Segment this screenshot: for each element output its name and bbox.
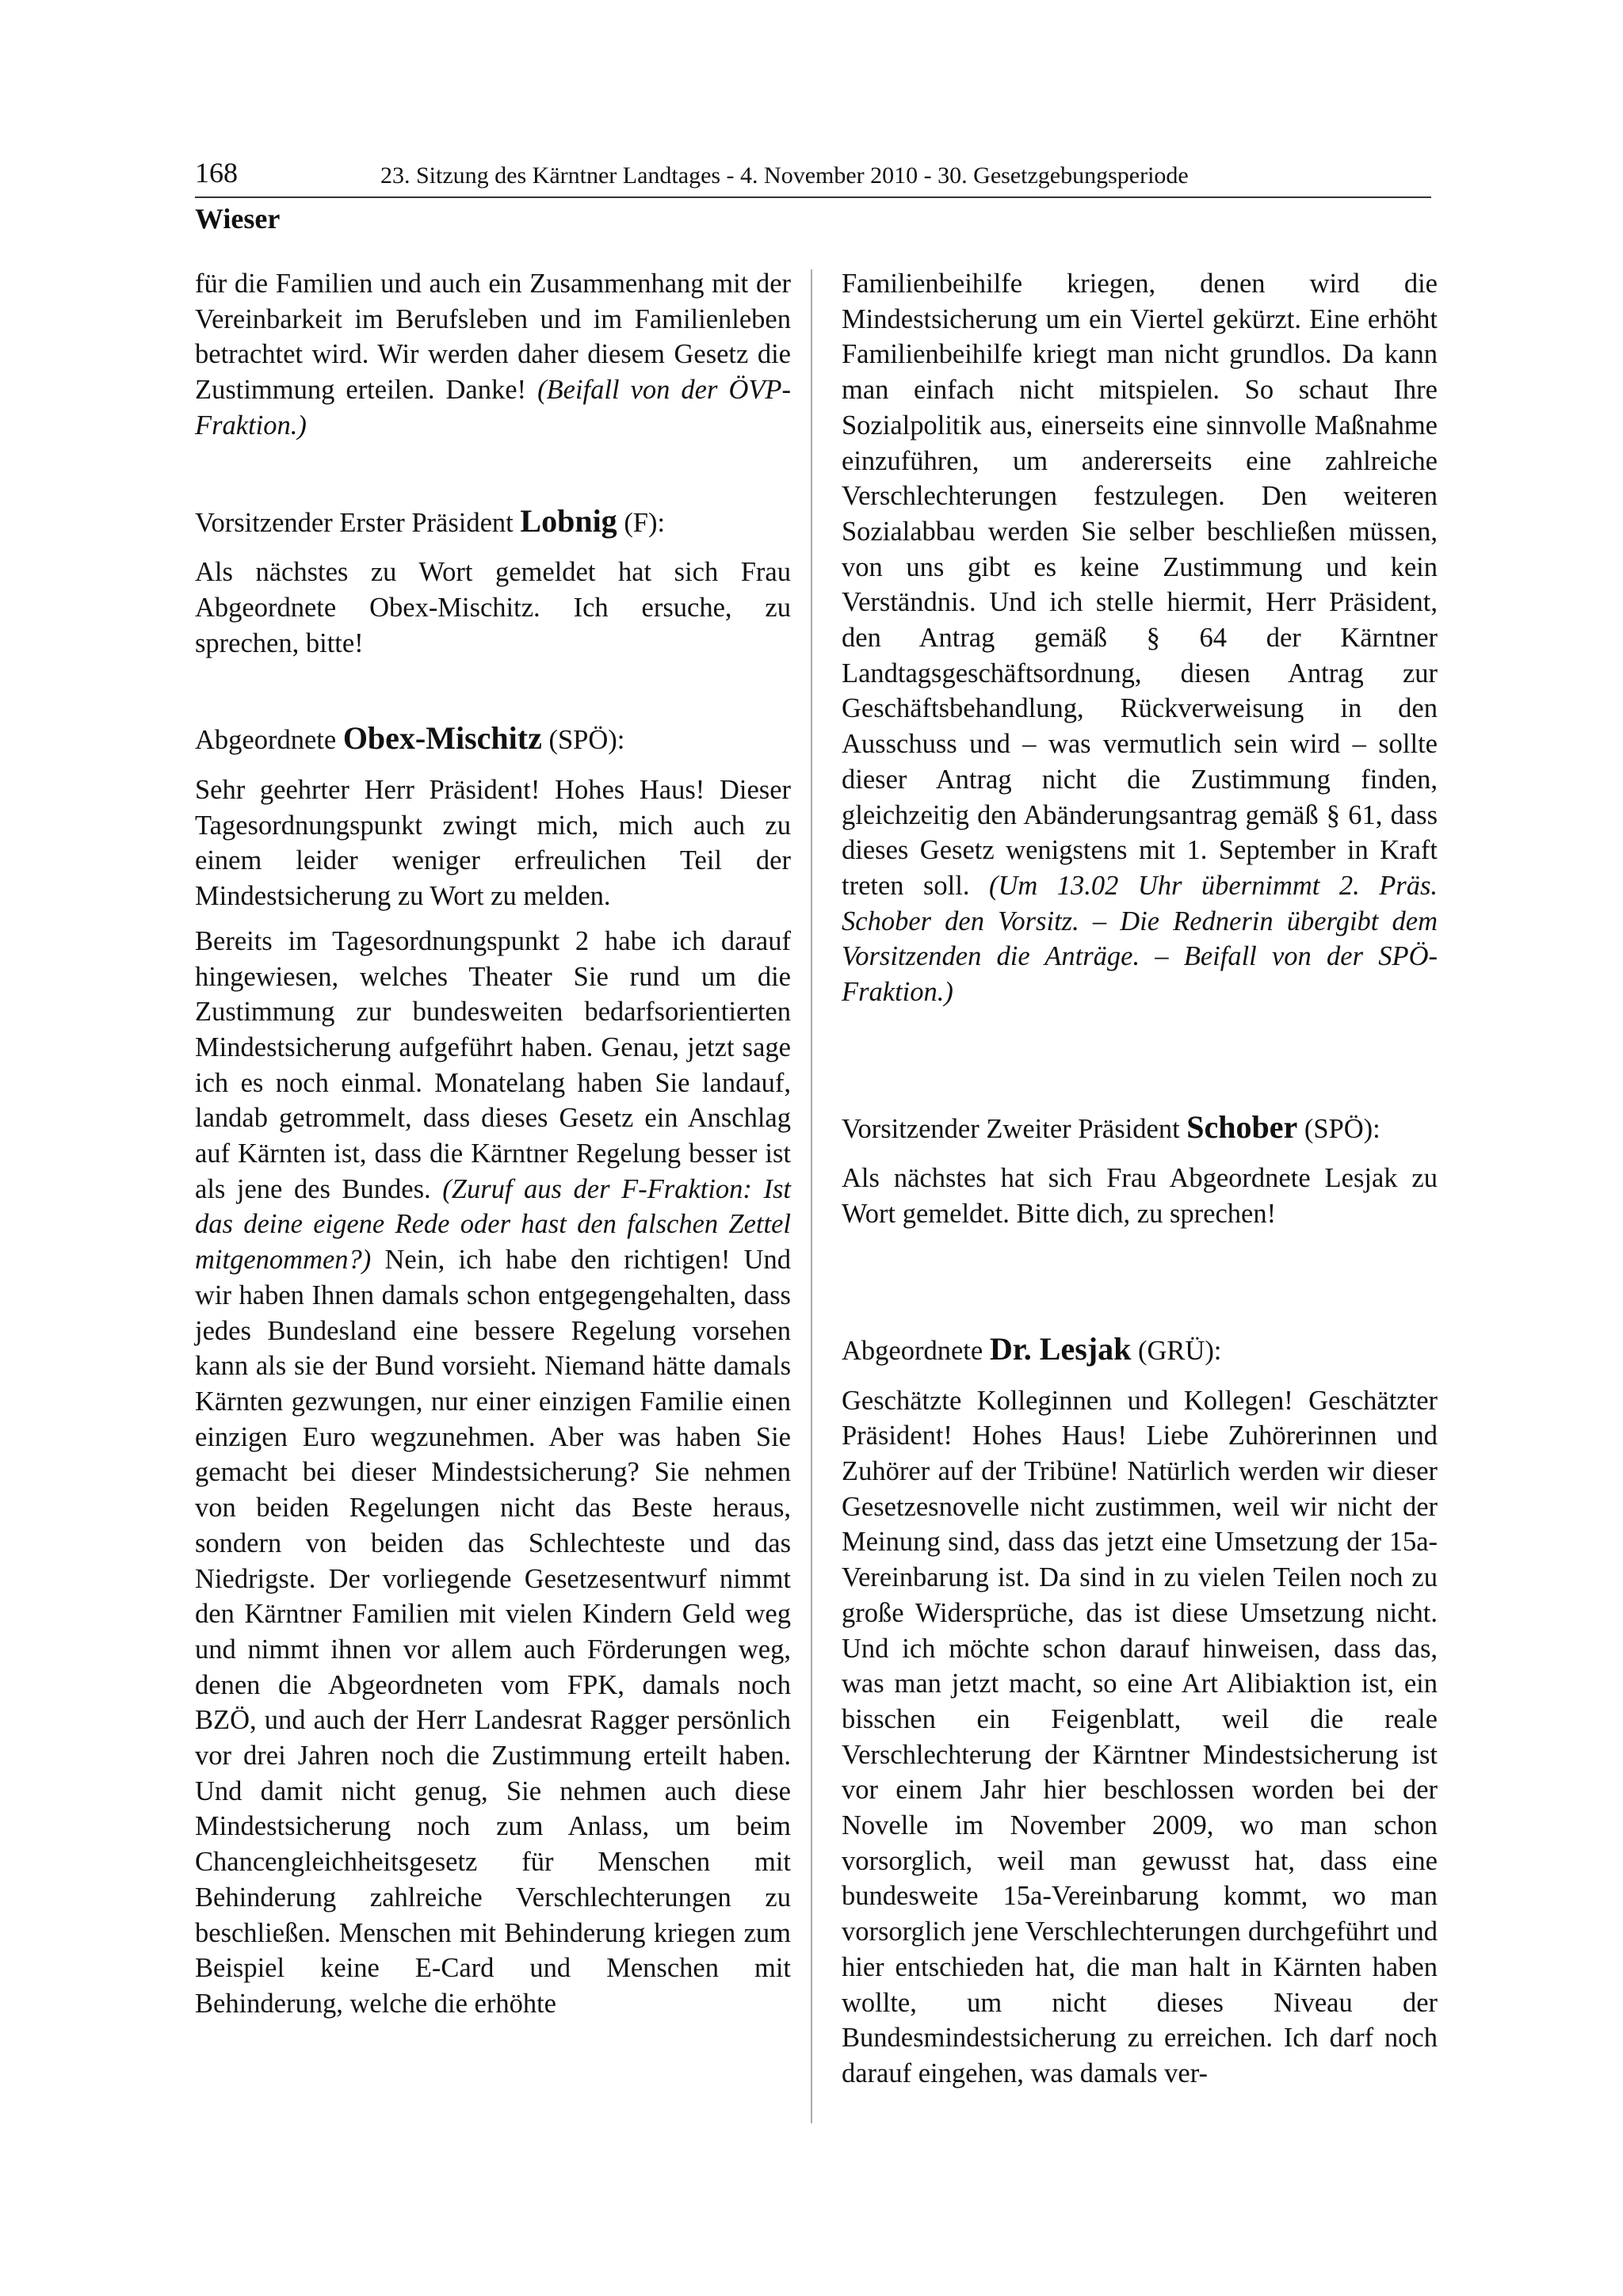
paragraph: Geschätzte Kolleginnen und Kollegen! Geschätzter Präsident! Hohes Haus! Liebe Zuhörerinnen und Zuhörer auf der Tribüne! Natürlich werden wir dieser Gesetzesnovelle nicht zustimmen, weil wir nicht der Meinung sind, dass das jetzt eine Umsetzung der 15a-Vereinbarung ist. Da sind in zu vielen Teilen noch zu große Widersprüche, das ist diese Umsetzung nicht. Und ich möchte schon darauf hinweisen, dass das, was man jetzt macht, so eine Art Alibiaktion ist, ein bisschen ein Feigenblatt, weil die reale Verschlechterung der Kärntner Mindestsicherung ist vor einem Jahr hier beschlossen worden bei der Novelle im November 2009, wo man schon vorsorglich, weil man gewusst hat, dass eine bundesweite 15a-Vereinbarung kommt, wo man vorsorglich jene Verschlechterungen durchgeführt und hier entschieden hat, die man halt in Kärnten haben wollte, um nicht dieses Niveau der Bundesmindestsicherung zu erreichen. Ich darf noch darauf eingehen, was damals ver- (842, 1385, 1438, 2088)
speaker-running-head: Wieser (195, 203, 281, 235)
paragraph: Als nächstes hat sich Frau Abgeordnete Lesjak zu Wort gemeldet. Bitte dich, zu sprechen! (842, 1163, 1438, 1230)
paragraph-text: Bereits im Tagesordnungspunkt 2 habe ich darauf hingewiesen, welches Theater Sie rund um die Zustimmung zur bundesweiten bedarfsorientierten Mindestsicherung aufgeführt haben. Genau, jetzt sage ich es noch einmal. Monatelang haben Sie landauf, landab getrommelt, dass dieses Gesetz ein Anschlag auf Kärnten ist, dass die Kärntner Regelung besser ist als jene des Bundes. (195, 925, 791, 1204)
paragraph: Als nächstes zu Wort gemeldet hat sich Frau Abgeordnete Obex-Mischitz. Ich ersuche, zu sprechen, bitte! (195, 557, 791, 658)
speaker-party: (SPÖ): (548, 725, 625, 756)
interjection-note: (Zuruf aus der F-Fraktion: Ist das deine eigene Rede oder hast den falschen Zettel mitgenommen?) (195, 1173, 792, 1276)
left-column (195, 266, 791, 2022)
session-title: 23. Sitzung des Kärntner Landtages - 4. November 2010 - 30. Gesetzgebungsperiode (380, 162, 1189, 189)
applause-note: (Beifall von der ÖVP-Fraktion.) (195, 375, 791, 441)
speaker-intro-schober (842, 1110, 1438, 1147)
speaker-role: Abgeordnete (195, 725, 337, 756)
speaker-name: Lobnig (520, 502, 617, 539)
paragraph-text: Familienbeihilfe kriegen, denen wird die Mindestsicherung um ein Viertel gekürzt. Eine erhöht Familienbeihilfe kriegt man nicht grundlos. Da kann man einfach nicht mitspielen. So schaut Ihre Sozialpolitik aus, einerseits eine sinnvolle Maßnahme einzuführen, um andererseits eine zahlreiche Verschlechterungen festzulegen. Den weiteren Sozialabbau werden Sie selber beschließen müssen, von uns gibt es keine Zustimmung und kein Verständnis. Und ich stelle hiermit, Herr Präsident, den Antrag gemäß § 64 der Kärntner Landtagsgeschäftsordnung, diesen Antrag zur Geschäftsbehandlung, Rückverweisung in den Ausschuss und – was vermutlich sein wird – sollte dieser Antrag nicht die Zustimmung finden, gleichzeitig den Abänderungsantrag gemäß § 61, dass dieses Gesetz wenigstens mit 1. September in Kraft treten soll. (842, 269, 1438, 901)
speaker-party: (SPÖ): (1304, 1113, 1381, 1144)
speaker-role: Abgeordnete (842, 1335, 983, 1366)
page-number: 168 (195, 157, 238, 189)
paragraph: Sehr geehrter Herr Präsident! Hohes Haus! Dieser Tagesordnungspunkt zwingt mich, mich auch zu einem leider weniger erfreulichen Teil der Mindestsicherung zu Wort zu melden. (195, 775, 791, 912)
speaker-intro-obex-mischitz (195, 721, 791, 758)
speaker-party: (GRÜ): (1137, 1335, 1222, 1366)
paragraph (195, 266, 791, 444)
paragraph-text: für die Familien und auch ein Zusammenhang mit der Vereinbarkeit im Berufsleben und im Familienleben betrachtet wird. Wir werden daher diesem Gesetz die Zustimmung erteilen. Danke! (195, 269, 791, 406)
right-column (842, 266, 1438, 2092)
speaker-role: Vorsitzender Zweiter Präsident (842, 1113, 1180, 1144)
speaker-name: Obex-Mischitz (342, 720, 542, 757)
speaker-name: Schober (1186, 1108, 1298, 1145)
paragraph (195, 924, 791, 2022)
paragraph-text: Nein, ich habe den richtigen! Und wir haben Ihnen damals schon entgegengehalten, dass jedes Bundesland eine bessere Regelung vorsehen kann als sie der Bund vorsieht. Niemand hätte damals Kärnten gezwungen, nur einer einzigen Familie einen einzigen Euro wegzunehmen. Aber was haben Sie gemacht bei dieser Mindestsicherung? Sie nehmen von beiden Regelungen nicht das Beste heraus, sondern von beiden das Schlechteste und das Niedrigste. Der vorliegende Gesetzesentwurf nimmt den Kärntner Familien mit vielen Kindern Geld weg und nimmt ihnen vor allem auch Förderungen weg, denen die Abgeordneten vom FPK, damals noch BZÖ, und auch der Herr Landesrat Ragger persönlich vor drei Jahren noch die Zustimmung erteilt haben. Und damit nicht genug, Sie nehmen auch diese Mindestsicherung noch zum Anlass, um beim Chancengleichheitsgesetz für Menschen mit Behinderung zahlreiche Verschlechterungen zu beschließen. Menschen mit Behinderung kriegen zum Beispiel keine E-Card und Menschen mit Behinderung, welche die erhöhte (195, 1245, 791, 2019)
speaker-party: (F): (624, 507, 666, 538)
column-divider (811, 269, 812, 2123)
speaker-role: Vorsitzender Erster Präsident (195, 507, 514, 538)
paragraph (842, 266, 1438, 1010)
speaker-name: Dr. Lesjak (989, 1330, 1132, 1367)
procedural-note: (Um 13.02 Uhr übernimmt 2. Präs. Schober den Vorsitz. – Die Rednerin übergibt dem Vorsitzenden die Anträge. – Beifall von der SPÖ-Fraktion.) (842, 870, 1438, 1008)
speaker-intro-lesjak (842, 1332, 1438, 1369)
header-rule (195, 196, 1431, 198)
speaker-intro-lobnig (195, 504, 791, 541)
